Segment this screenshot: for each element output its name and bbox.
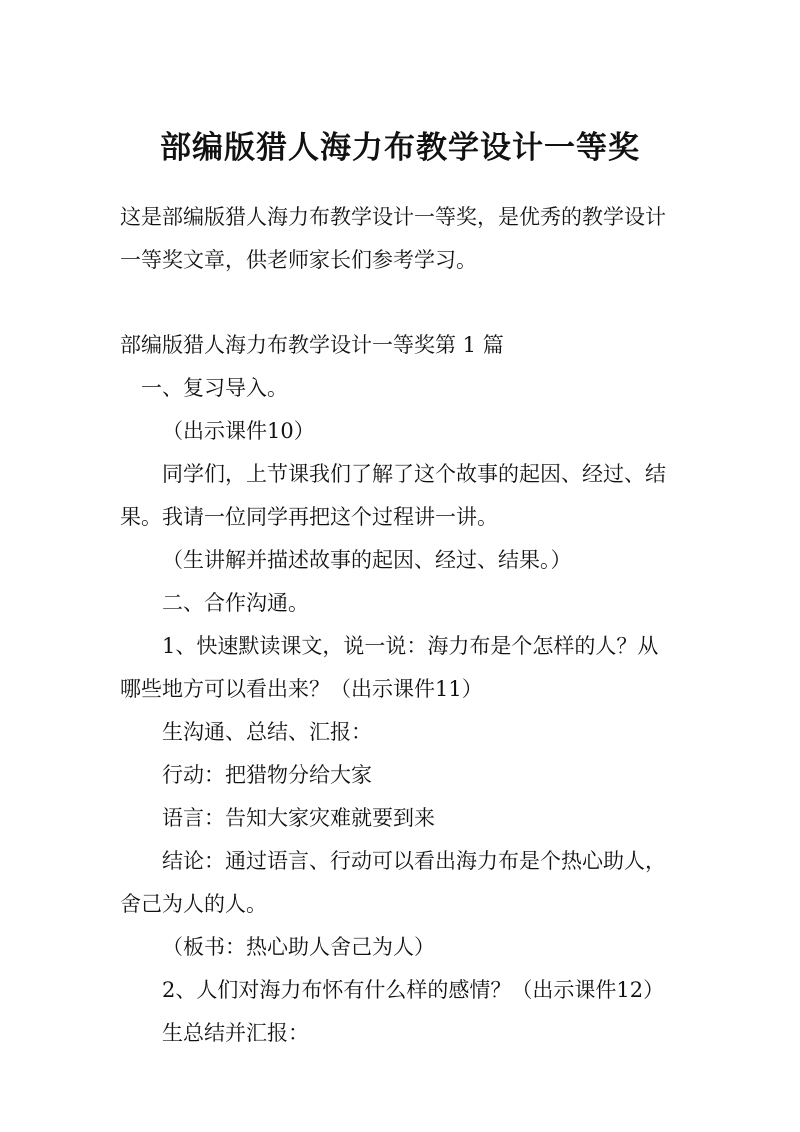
body-line: 2、人们对海力布怀有什么样的感情？（出示课件12） <box>162 978 665 1002</box>
body-line: 生沟通、总结、汇报： <box>162 720 372 744</box>
paragraph-gap <box>120 282 700 324</box>
body-line: 同学们，上节课我们了解了这个故事的起因、经过、结 <box>162 462 666 486</box>
body-line: （板书：热心助人舍己为人） <box>162 935 435 959</box>
body-line: 语言：告知大家灾难就要到来 <box>162 806 435 830</box>
section-heading: 部编版猎人海力布教学设计一等奖第 1 篇 <box>120 333 504 357</box>
heading-review: 一、复习导入。 <box>141 376 288 400</box>
body-line: 生总结并汇报： <box>162 1021 309 1045</box>
body-line: 行动：把猎物分给大家 <box>162 763 372 787</box>
heading-cooperation: 二、合作沟通。 <box>162 591 309 615</box>
body-line: 果。我请一位同学再把这个过程讲一讲。 <box>120 505 498 529</box>
body-line: 1、快速默读课文，说一说：海力布是个怎样的人？从 <box>162 634 659 658</box>
document-title: 部编版猎人海力布教学设计一等奖 <box>160 130 640 166</box>
body-line: 舍己为人的人。 <box>120 892 267 916</box>
body-line: 哪些地方可以看出来？（出示课件11） <box>120 677 483 701</box>
body-line: （生讲解并描述故事的起因、经过、结果。） <box>162 548 572 572</box>
body-line: 结论：通过语言、行动可以看出海力布是个热心助人， <box>162 849 666 873</box>
intro-line: 这是部编版猎人海力布教学设计一等奖，是优秀的教学设计 <box>120 205 666 229</box>
body-line: （出示课件10） <box>162 419 315 443</box>
intro-line: 一等奖文章，供老师家长们参考学习。 <box>120 248 477 272</box>
document-body <box>120 196 700 1055</box>
